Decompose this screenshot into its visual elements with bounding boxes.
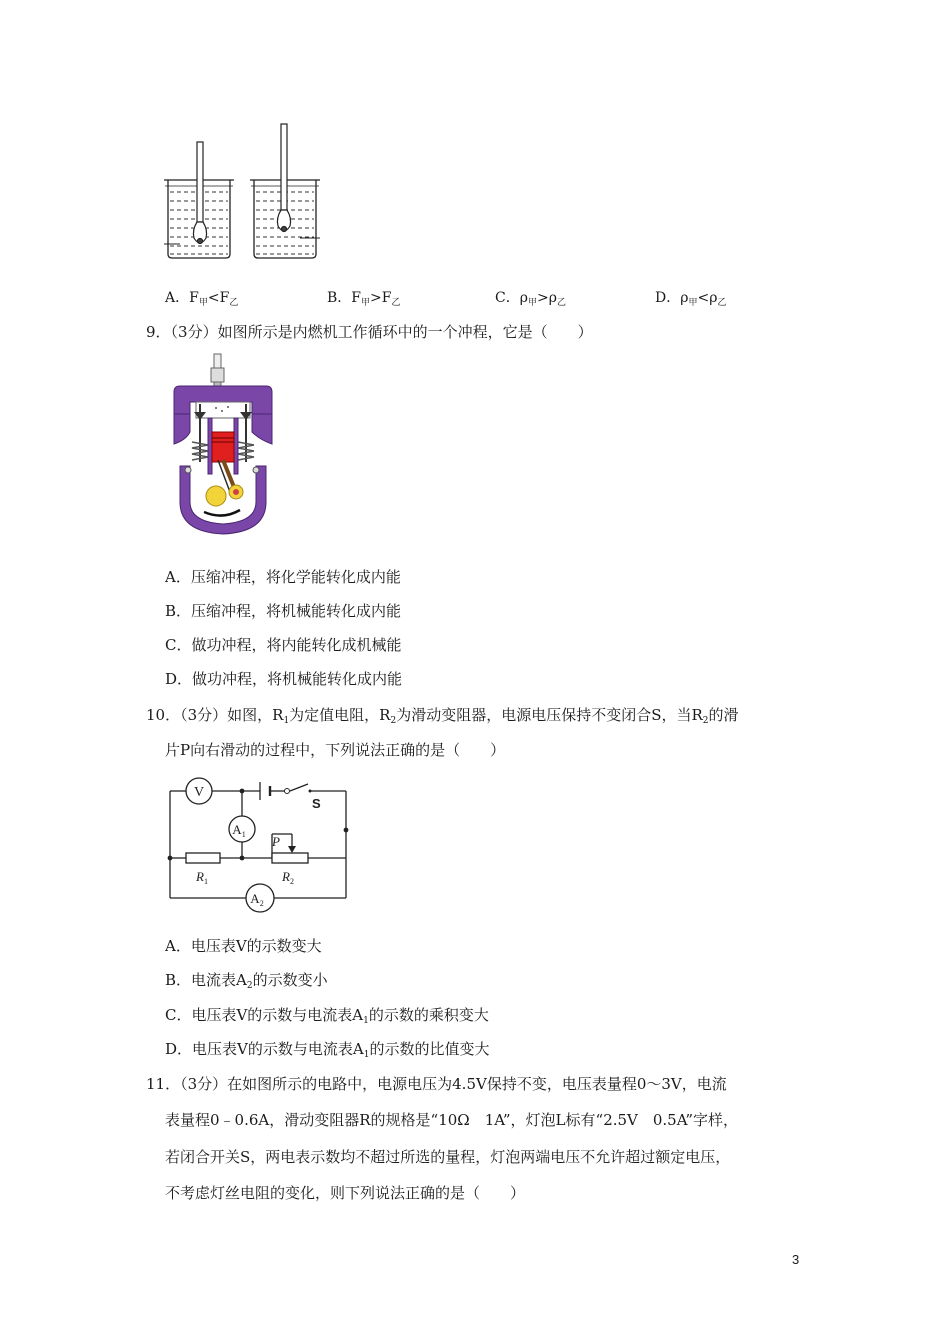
hydrometer-figure bbox=[160, 120, 325, 262]
r2-label: $R_2$ bbox=[282, 869, 294, 886]
switch-pivot bbox=[285, 789, 290, 794]
a1-label: $A_1$ bbox=[232, 822, 246, 839]
q11-stem-line4: 不考虑灯丝电阻的变化，则下列说法正确的是（ ） bbox=[165, 1184, 526, 1202]
q8-option-c: C．$\rho_甲>\rho_乙$ bbox=[495, 290, 566, 308]
q9-option-a: A．压缩冲程，将化学能转化成内能 bbox=[165, 568, 401, 586]
q10-stem-line2: 片P向右滑动的过程中，下列说法正确的是（ ） bbox=[165, 741, 506, 759]
a2-label: $A_2$ bbox=[250, 891, 264, 908]
q8-option-a: A．$F_甲<F_乙$ bbox=[165, 290, 239, 308]
left-hydrometer bbox=[193, 142, 206, 244]
slider-arrow bbox=[288, 846, 296, 853]
q9-stem: 9．（3分）如图所示是内燃机工作循环中的一个冲程，它是（ ） bbox=[146, 323, 593, 341]
switch-label: S bbox=[312, 796, 321, 811]
q9-option-d: D．做功冲程，将机械能转化成内能 bbox=[165, 670, 403, 688]
q8-option-b: B．$F_甲>F_乙$ bbox=[327, 290, 401, 308]
page-number: 3 bbox=[792, 1252, 800, 1267]
q8-option-d: D．$\rho_甲<\rho_乙$ bbox=[655, 290, 727, 308]
resistor-r1 bbox=[186, 853, 220, 863]
r1-label: $R_1$ bbox=[196, 869, 208, 886]
slider-label: P bbox=[272, 834, 280, 849]
right-hydrometer bbox=[277, 124, 290, 232]
q10-stem-line1: 10．（3分）如图，$R_1$为定值电阻，$R_2$为滑动变阻器，电源电压保持不变闭合S，当$R_2$的滑 bbox=[146, 706, 739, 726]
voltmeter-label: V bbox=[193, 785, 205, 800]
circuit-figure bbox=[160, 772, 360, 914]
q10-option-c: C．电压表V的示数与电流表$A_1$的示数的乘积变大 bbox=[165, 1006, 489, 1026]
q10-option-a: A．电压表V的示数变大 bbox=[165, 937, 322, 955]
q10-option-b: B．电流表$A_2$的示数变小 bbox=[165, 971, 328, 991]
q9-option-b: B．压缩冲程，将机械能转化成内能 bbox=[165, 602, 402, 620]
q11-stem-line2: 表量程0﹣0.6A，滑动变阻器R的规格是“10Ω 1A”，灯泡L标有“2.5V 0.5A”字样， bbox=[165, 1111, 739, 1129]
q11-stem-line1: 11．（3分）在如图所示的电路中，电源电压为4.5V保持不变，电压表量程0～3V，电流 bbox=[146, 1075, 727, 1093]
q9-option-c: C．做功冲程，将内能转化成机械能 bbox=[165, 636, 402, 654]
spark-plug-icon bbox=[211, 354, 224, 388]
engine-figure bbox=[168, 352, 278, 538]
piston bbox=[212, 432, 234, 462]
q10-option-d: D．电压表V的示数与电流表$A_1$的示数的比值变大 bbox=[165, 1040, 490, 1060]
rheostat-r2 bbox=[272, 853, 308, 863]
q11-stem-line3: 若闭合开关S，两电表示数均不超过所选的量程，灯泡两端电压不允许超过额定电压， bbox=[165, 1148, 731, 1166]
